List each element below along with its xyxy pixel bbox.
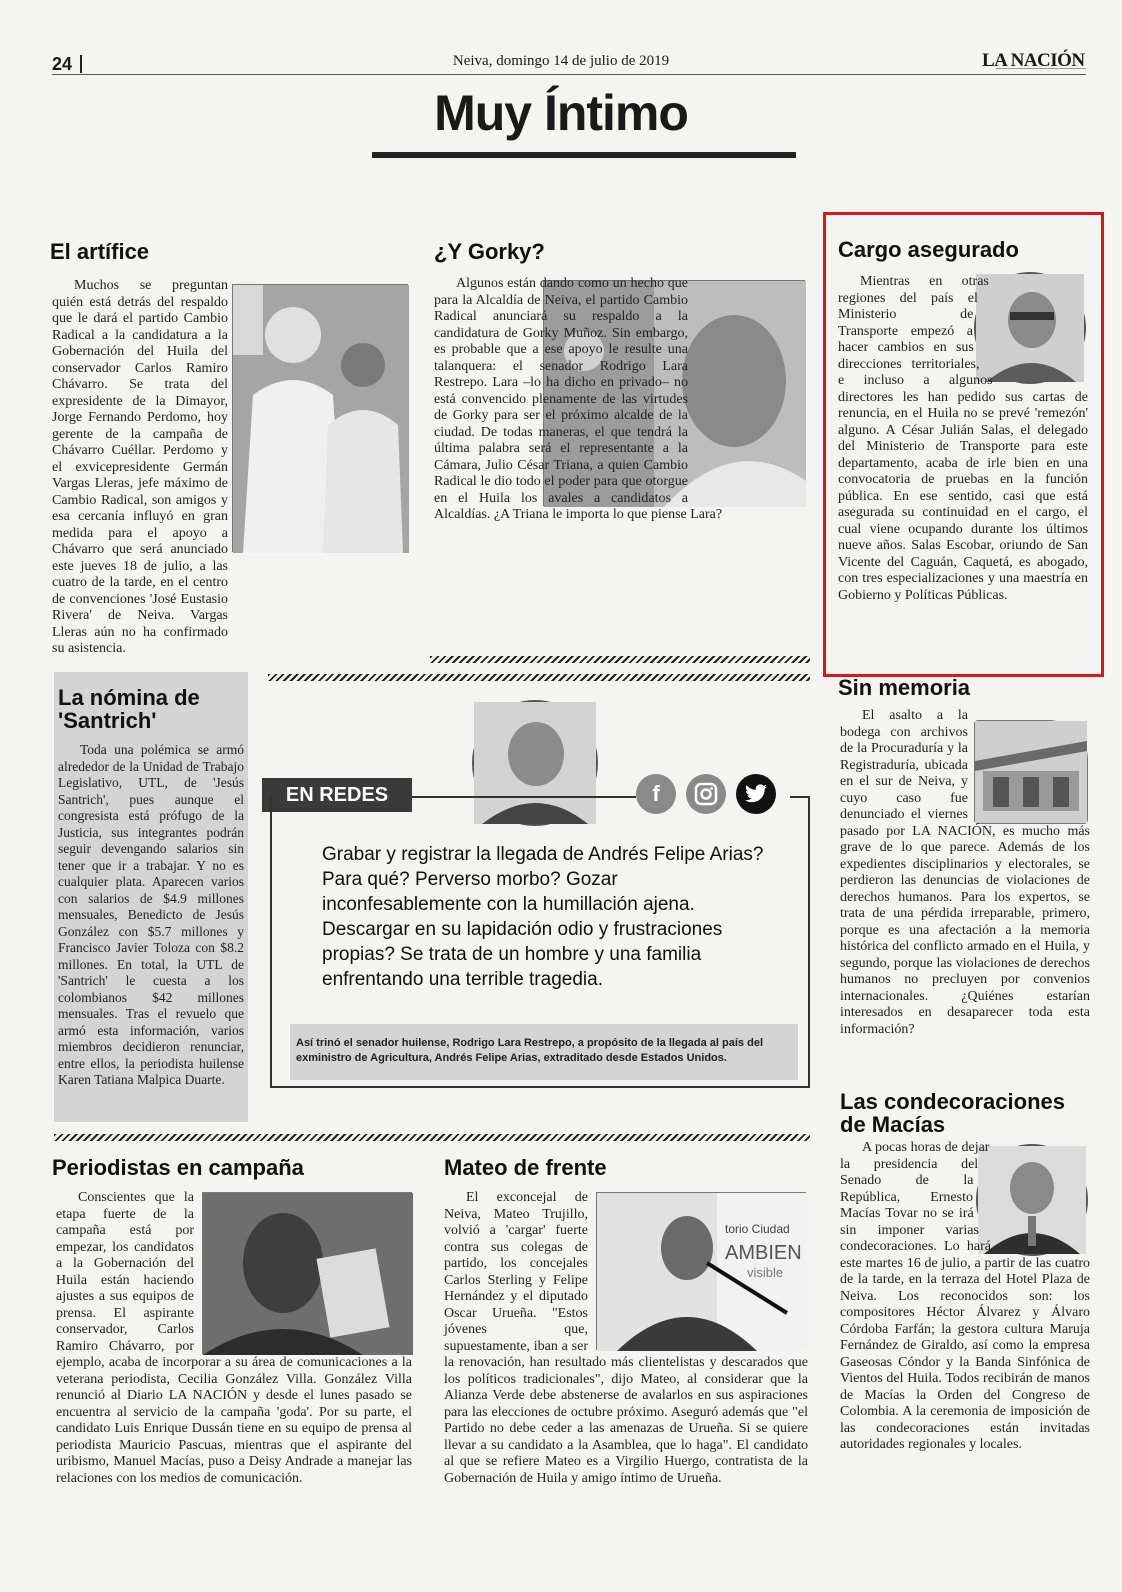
svg-text:visible: visible: [747, 1265, 784, 1280]
section-title: Muy Íntimo: [434, 85, 688, 141]
article-body-periodistas-col: [56, 1190, 412, 1510]
issue-date: Neiva, domingo 14 de julio de 2019: [452, 53, 670, 69]
tweet-frame-top-right: [790, 796, 810, 798]
article-body-memoria: El asalto a la bodega con archivos de la Procuraduría y la Registraduría, ubicada en el sur de Neiva, y cuyo caso fue denunciado el viernes pasado por LA NACIÓN, es mucho más grave de lo que parece. Además de los expedientes disciplinarios y electorales, se perdieron las denuncias de violaciones de derechos humanos. Para los expertos, se trata de una pérdida irreparable, primero, porque es una afectación a la memoria histórica del conflicto armado en el Huila, y segundo, porque las violaciones de derechos humanos no precluyen por convenios internacionales. ¿Quiénes estarían interesados en desaparecer toda esta información?: [840, 708, 1090, 1037]
hatch-divider-bottom: [54, 1134, 810, 1141]
article-body-macias: A pocas horas de dejar la presidencia del Senado de la República, Ernesto Macías Tovar no se irá sin imponer varias condecoraciones. Lo hará este martes 16 de julio, a partir de las cuatro de la tarde, en la terraza del Hotel Plaza de Neiva. Los reconocidos son: los compositores Héctor Álvarez y Álvaro Córdoba Farfán; la gestora cultura Maruja Fernández de Giraldo, así como la empresa Gaseosas Cóndor y la Banda Sinfónica de Vientos del Huila. Todos recibirán de manos de Macías la Orden del Congreso de Colombia. A la ceremonia de imposición de las condecoraciones están invitadas autoridades regionales y locales.: [840, 1140, 1090, 1452]
article-title-periodistas: Periodistas en campaña: [52, 1155, 304, 1180]
article-body-gorky: Algunos están dando como un hecho que para la Alcaldía de Neiva, el partido Cambio Radical anunciará su respaldo a la candidatura de Gorky Muñoz. Sin embargo, es probable que a ese apoyo le resulte una talanquera: el senador Rodrigo Lara Restrepo. Lara –lo ha dicho en privado– no está convencido plenamente de las virtudes de Gorky para ser el próximo alcalde de la ciudad. De todas maneras, el que tendrá la última palabra será el representante a la Cámara, Julio César Triana, a quien Cambio Radical le dio todo el poder para que otorgue en el Huila los avales a candidatos a Alcaldías. ¿A Triana le importa lo que piense Lara?: [434, 276, 723, 522]
section-rule: [372, 152, 796, 158]
article-body-memoria-col: [840, 708, 1090, 1078]
article-title-cargo: Cargo asegurado: [838, 237, 1019, 262]
article-body-cargo: Mientras en otras regiones del país el Ministerio de Transporte empezó a hacer cambios en sus direcciones territoriales, e incluso a algunos directores les han pedido sus cartas de renuncia, en el Huila no se prevé 'remezón' alguno. A César Julián Salas, el delegado del Ministerio de Transporte para este departamento, acaba de irle bien en una convocatoria de pruebas en la función pública. En ese sentido, casi que está asegurada su continuidad en el cargo, el cual viene ocupando durante los últimos nueve años. Salas Escobar, oriundo de San Vicente del Caguán, Caquetá, es abogado, con tres especializaciones y una maestría en Gobierno y Políticas Públicas.: [838, 274, 1088, 603]
article-body-nomina-col: [58, 742, 244, 1110]
en-redes-label: EN REDES: [262, 778, 412, 812]
article-body-cargo-col: [838, 274, 1088, 658]
tweet-frame-top: [412, 796, 636, 798]
article-title-mateo: Mateo de frente: [444, 1155, 607, 1180]
article-body-artifice-col: [52, 278, 228, 656]
article-title-memoria: Sin memoria: [838, 675, 971, 700]
article-title-nomina: La nómina de 'Santrich': [58, 685, 200, 734]
header-rule: [52, 74, 1086, 75]
logo-underline: [996, 68, 1086, 71]
instagram-icon: [686, 774, 726, 814]
article-title-macias: Las condecoraciones de Macías: [840, 1089, 1065, 1138]
tweet-caption: Así trinó el senador huilense, Rodrigo Lara Restrepo, a propósito de la llegada al país del exministro de Agricultura, Andrés Felipe Arias, extraditado desde Estados Unidos.: [290, 1024, 798, 1080]
article-body-nomina: Toda una polémica se armó alrededor de la Unidad de Trabajo Legislativo, UTL, de 'Jesús Santrich', pues aunque el congresista está prófugo de la Justicia, sus integrantes podrán seguir devengando salarios sin tener que ir a trabajar. Y no es cualquier plata. Aparecen varios con salarios de $4.9 millones mensuales, Benedicto de Jesús González con $5.7 millones y Francisco Javier Toloza con $8.2 millones. En total, la UTL de 'Santrich' le cuesta a los colombianos $42 millones mensuales. Tras el revuelo que armó esta información, varios miembros decidieron renunciar, entre ellos, la periodista huilense Karen Tatiana Malpica Duarte.: [58, 742, 244, 1087]
hatch-divider: [430, 656, 810, 663]
article-body-gorky-col: [434, 276, 806, 644]
svg-text:AMBIEN: AMBIEN: [725, 1242, 802, 1264]
page-number: 24: [52, 54, 73, 74]
facebook-icon: f: [636, 774, 676, 814]
article-body-artifice: Muchos se preguntan quién está detrás del respaldo que le dará el partido Cambio Radical a la candidatura a la Gobernación del Huila del conservador Carlos Ramiro Chávarro. Se trata del expresidente de la Dimayor, Jorge Fernando Perdomo, hoy gerente de la campaña de Chávarro Cuéllar. Perdomo y el exvicepresidente Germán Vargas Lleras, jefe máximo de Cambio Radical, son amigos y esa cercanía influyó en gran medida para el apoyo a Chávarro que será anunciado este jueves 18 de julio, a las cuatro de la tarde, en el centro de convenciones 'José Eustasio Rivera' de Neiva. Vargas Lleras aún no ha confirmado su asistencia.: [52, 278, 228, 656]
article-title-artifice: El artífice: [50, 239, 150, 264]
photo-backdrop-text: torio Ciudad: [725, 1222, 790, 1236]
photo-perdomo-chavarro: [232, 284, 408, 552]
twitter-icon: [736, 774, 776, 814]
tweet-text: Grabar y registrar la llegada de Andrés Felipe Arias? Para qué? Perverso morbo? Gozar inconfesablemente con la humillación ajena. Descargar en su lapidación odio y frustraciones propias? Se trata de un hombre y una familia enfrentando una terrible tragedia.: [322, 844, 764, 990]
article-body-mateo: El exconcejal de Neiva, Mateo Trujillo, volvió a 'cargar' fuerte contra sus colegas de partido, los concejales Carlos Sterling y Felipe Hernández y el diputado Oscar Urueña. "Estos jóvenes que, supuestamente, iban a ser la renovación, han resultado más clientelistas y descarados que los políticos tradicionales", dijo Mateo, al considerar que la Alianza Verde debe abstenerse de avalarlos en sus aspiraciones para las elecciones de octubre próximo. Aseguró además que "el Partido no debe ceder a las amenazas de Urueña. Si se quiere llevar a su candidato a la Asamblea, que lo haga". El candidato al que se refiere Mateo es a Virgilio Huergo, contratista de la Gobernación de Huila y amigo íntimo de Urueña.: [444, 1190, 808, 1486]
article-body-periodistas: Conscientes que la etapa fuerte de la campaña está por empezar, los candidatos a la Gobernación del Huila están haciendo ajustes a sus equipos de prensa. El aspirante conservador, Carlos Ramiro Chávarro, por ejemplo, acaba de incorporar a su área de comunicaciones a la veterana periodista, Cecilia González Villa. González Villa renunció al Diario LA NACIÓN y desde el lunes pasado se encuentra al servicio de la campaña 'goda'. Por su parte, el candidato Luis Enrique Dussán tiene en su equipo de prensa al periodista Mauricio Pascuas, mientras que el aspirante del uribismo, Manuel Macías, puso a Deisy Andrade a manejar las relaciones con los medios de comunicación.: [56, 1190, 412, 1486]
hatch-divider-redes: [268, 674, 810, 681]
newspaper-logo: LA NACIÓN: [982, 50, 1085, 71]
article-body-mateo-col: [444, 1190, 808, 1510]
article-title-gorky: ¿Y Gorky?: [434, 239, 545, 264]
article-body-macias-col: [840, 1140, 1090, 1510]
